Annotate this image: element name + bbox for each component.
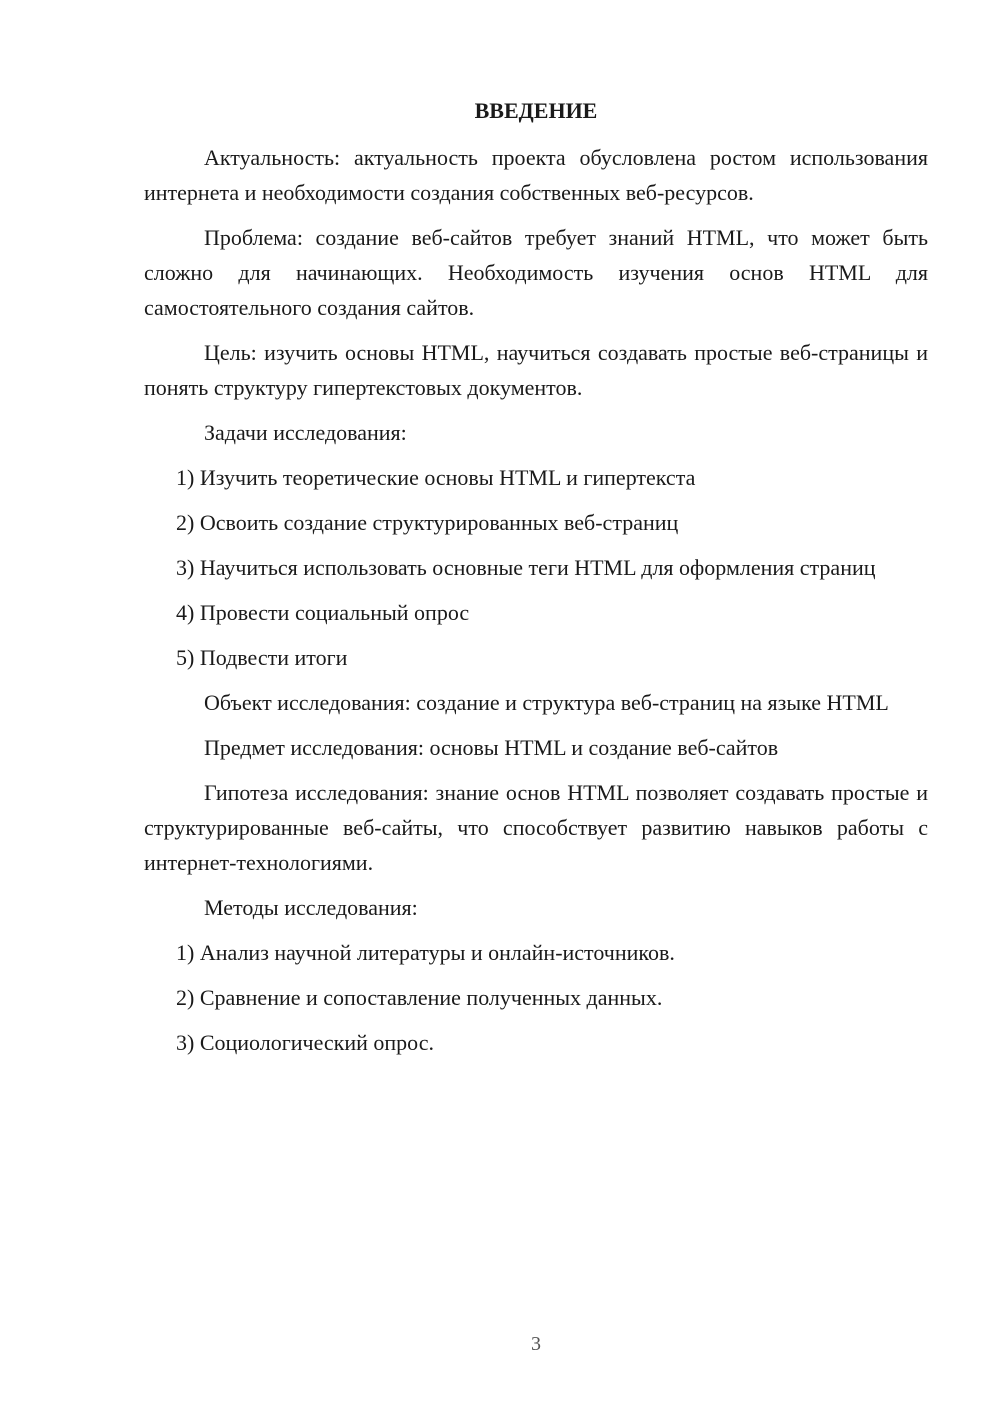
goal-paragraph: Цель: изучить основы HTML, научиться создавать простые веб-страницы и понять структуру гипертекстовых документов. bbox=[144, 340, 928, 400]
hypothesis-paragraph: Гипотеза исследования: знание основ HTML позволяет создавать простые и структурированные веб-сайты, что способствует развитию навыков работы с интернет-технологиями. bbox=[144, 780, 928, 875]
page-content bbox=[144, 94, 928, 1070]
task-item: 1) Изучить теоретические основы HTML и гипертекста bbox=[176, 465, 696, 490]
task-item: 5) Подвести итоги bbox=[176, 645, 348, 670]
task-item: 2) Освоить создание структурированных веб-страниц bbox=[176, 510, 679, 535]
object-paragraph: Объект исследования: создание и структура веб-страниц на языке HTML bbox=[204, 690, 889, 715]
subject-paragraph: Предмет исследования: основы HTML и создание веб-сайтов bbox=[204, 735, 779, 760]
section-title: ВВЕДЕНИЕ bbox=[474, 98, 598, 123]
methods-heading: Методы исследования: bbox=[204, 895, 418, 920]
task-item: 3) Научиться использовать основные теги HTML для оформления страниц bbox=[176, 555, 876, 580]
problem-paragraph: Проблема: создание веб-сайтов требует знаний HTML, что может быть сложно для начинающих. Необходимость изучения основ HTML для самостоятельного создания сайтов. bbox=[144, 225, 928, 320]
method-item: 3) Социологический опрос. bbox=[176, 1030, 434, 1055]
page-number: 3 bbox=[531, 1333, 541, 1355]
method-item: 1) Анализ научной литературы и онлайн-источников. bbox=[176, 940, 675, 965]
relevance-paragraph: Актуальность: актуальность проекта обусловлена ростом использования интернета и необходимости создания собственных веб-ресурсов. bbox=[144, 145, 928, 205]
tasks-heading: Задачи исследования: bbox=[204, 420, 407, 445]
task-item: 4) Провести социальный опрос bbox=[176, 600, 470, 625]
method-item: 2) Сравнение и сопоставление полученных данных. bbox=[176, 985, 663, 1010]
